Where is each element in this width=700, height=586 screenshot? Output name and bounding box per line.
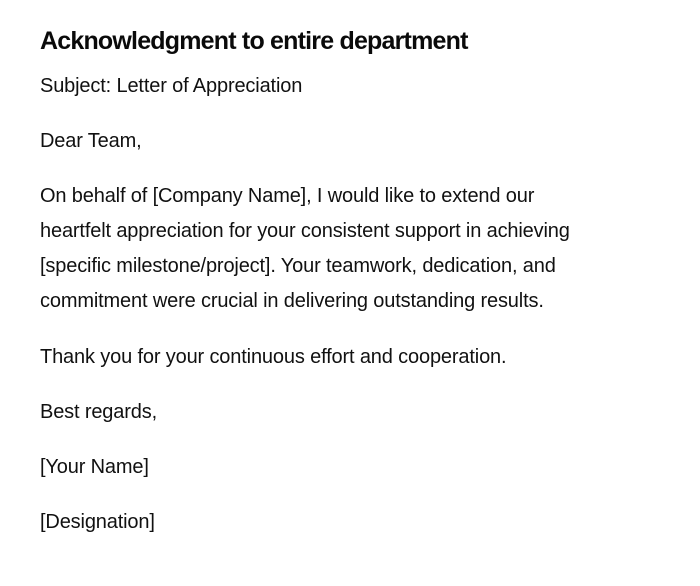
body-line: On behalf of [Company Name], I would like to extend our [40,185,535,207]
subject-line: Subject: Letter of Appreciation [40,75,303,97]
body-line: commitment were crucial in delivering outstanding results. [40,290,544,312]
salutation: Dear Team, [40,130,142,152]
body-line: heartfelt appreciation for your consistent support in achieving [40,220,570,242]
closing-line: Best regards, [40,401,157,423]
signature-designation: [Designation] [40,511,155,533]
thanks-line: Thank you for your continuous effort and cooperation. [40,346,507,368]
signature-name: [Your Name] [40,456,149,478]
body-line: [specific milestone/project]. Your teamwork, dedication, and [40,255,556,277]
document-title: Acknowledgment to entire department [40,27,468,55]
body-paragraph [40,179,680,319]
